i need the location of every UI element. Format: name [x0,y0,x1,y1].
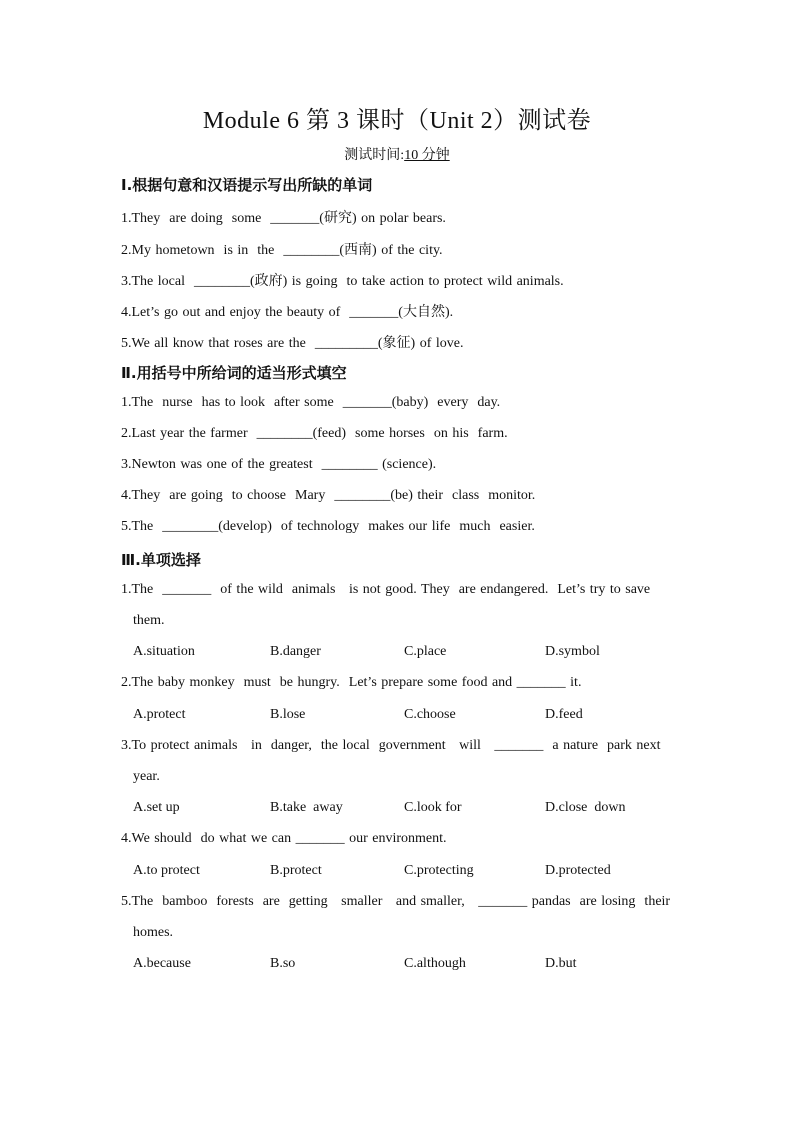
s3-q3-option-d: D.close down [545,800,626,815]
s3-q3-option-b: B.take away [270,800,343,815]
s2-item-2: 2.Last year the farmer ________(feed) some horses on his farm. [121,426,508,441]
s3-q3-stem: 3.To protect animals in danger, the local government will _______ a nature park next [121,738,661,753]
s3-q5-stem-cont: homes. [133,925,174,940]
s3-q4-option-d: D.protected [545,863,611,878]
s3-q4-stem: 4.We should do what we can _______ our environment. [121,831,447,846]
s3-q1-stem: 1.The _______ of the wild animals is not good. They are endangered. Let’s try to save [121,582,651,597]
s1-item-3: 3.The local ________(政府) is going to take action to protect wild animals. [121,274,564,289]
s3-q3-option-c: C.look for [404,800,462,815]
s3-q1-option-a: A.situation [133,644,195,659]
s3-q4-option-b: B.protect [270,863,322,878]
test-duration [0,144,794,164]
s3-q1-option-d: D.symbol [545,644,600,659]
s3-q2-option-b: B.lose [270,707,306,722]
s3-q5-option-c: C.although [404,956,466,971]
s2-item-5: 5.The ________(develop) of technology makes our life much easier. [121,519,535,534]
s1-item-1: 1.They are doing some _______(研究) on polar bears. [121,211,446,226]
s3-q1-stem-cont: them. [133,613,165,628]
page-title: Module 6 第 3 课时（Unit 2）测试卷 [202,108,592,134]
s3-q5-option-b: B.so [270,956,296,971]
test-duration-label: 测试时间: [344,148,405,163]
s2-item-3: 3.Newton was one of the greatest ________ (science). [121,457,437,472]
s3-q3-option-a: A.set up [133,800,180,815]
s3-q1-option-b: B.danger [270,644,321,659]
s1-item-4: 4.Let’s go out and enjoy the beauty of _______(大自然). [121,305,454,320]
s3-q3-stem-cont: year. [133,769,160,784]
s3-q1-option-c: C.place [404,644,447,659]
s1-item-5: 5.We all know that roses are the _________(象征) of love. [121,336,464,351]
section-2-heading: Ⅱ.用括号中所给词的适当形式填空 [121,364,347,382]
s3-q5-stem: 5.The bamboo forests are getting smaller and smaller, _______ pandas are losing their [121,894,671,909]
s3-q2-option-a: A.protect [133,707,186,722]
section-1-heading: Ⅰ.根据句意和汉语提示写出所缺的单词 [121,176,373,194]
test-duration-value: 10 分钟 [404,148,450,163]
s3-q4-option-a: A.to protect [133,863,200,878]
s3-q5-option-a: A.because [133,956,191,971]
s3-q2-option-d: D.feed [545,707,583,722]
s3-q4-option-c: C.protecting [404,863,474,878]
s1-item-2: 2.My hometown is in the ________(西南) of the city. [121,243,443,258]
s3-q2-option-c: C.choose [404,707,456,722]
section-3-heading: Ⅲ.单项选择 [121,551,201,569]
s3-q5-option-d: D.but [545,956,577,971]
s3-q2-stem: 2.The baby monkey must be hungry. Let’s prepare some food and _______ it. [121,675,582,690]
s2-item-4: 4.They are going to choose Mary ________(be) their class monitor. [121,488,536,503]
s2-item-1: 1.The nurse has to look after some _______(baby) every day. [121,395,501,410]
